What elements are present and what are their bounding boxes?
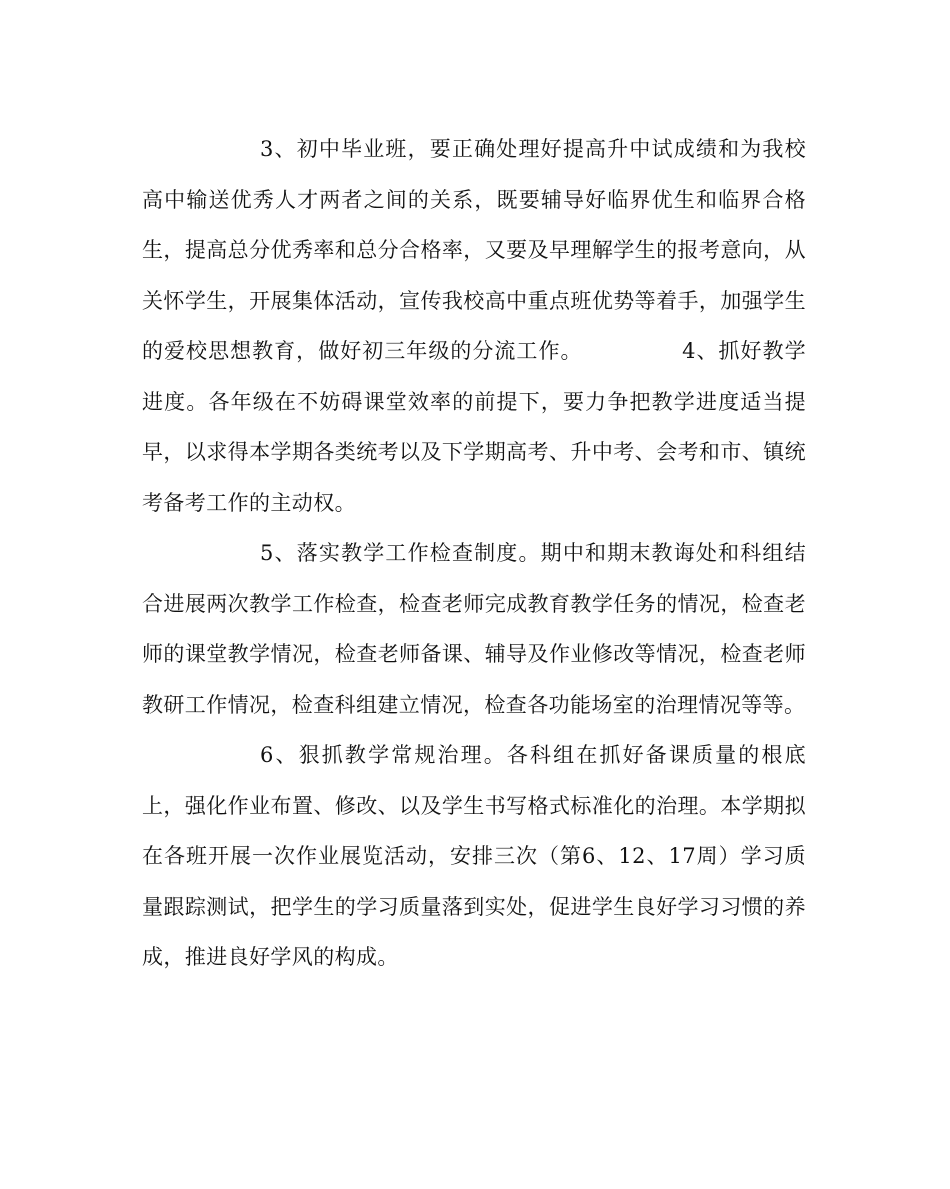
document-body [142,124,806,983]
paragraph-routine-management: 6、狠抓教学常规治理。各科组在抓好备课质量的根底上，强化作业布置、修改、以及学生书写格式标准化的治理。本学期拟在各班开展一次作业展览活动，安排三次（第6、12、17周）学习质量跟踪测试，把学生的学习质量落到实处，促进学生良好学习习惯的养成，推进良好学风的构成。 [142,743,806,969]
paragraph-graduating-class-and-progress: 3、初中毕业班，要正确处理好提高升中试成绩和为我校高中输送优秀人才两者之间的关系，既要辅导好临界优生和临界合格生，提高总分优秀率和总分合格率，又要及早理解学生的报考意向，从关怀学生，开展集体活动，宣传我校高中重点班优势等着手，加强学生的爱校思想教育，做好初三年级的分流工作。 4、抓好教学进度。各年级在不妨碍课堂效率的前提下，要力争把教学进度适当提早，以求得本学期各类统考以及下学期高考、升中考、会考和市、镇统考备考工作的主动权。 [142,137,806,515]
paragraph-inspection-system: 5、落实教学工作检查制度。期中和期末教诲处和科组结合进展两次教学工作检查，检查老师完成教育教学任务的情况，检查老师的课堂教学情况，检查老师备课、辅导及作业修改等情况，检查老师教研工作情况，检查科组建立情况，检查各功能场室的治理情况等等。 [142,541,806,717]
